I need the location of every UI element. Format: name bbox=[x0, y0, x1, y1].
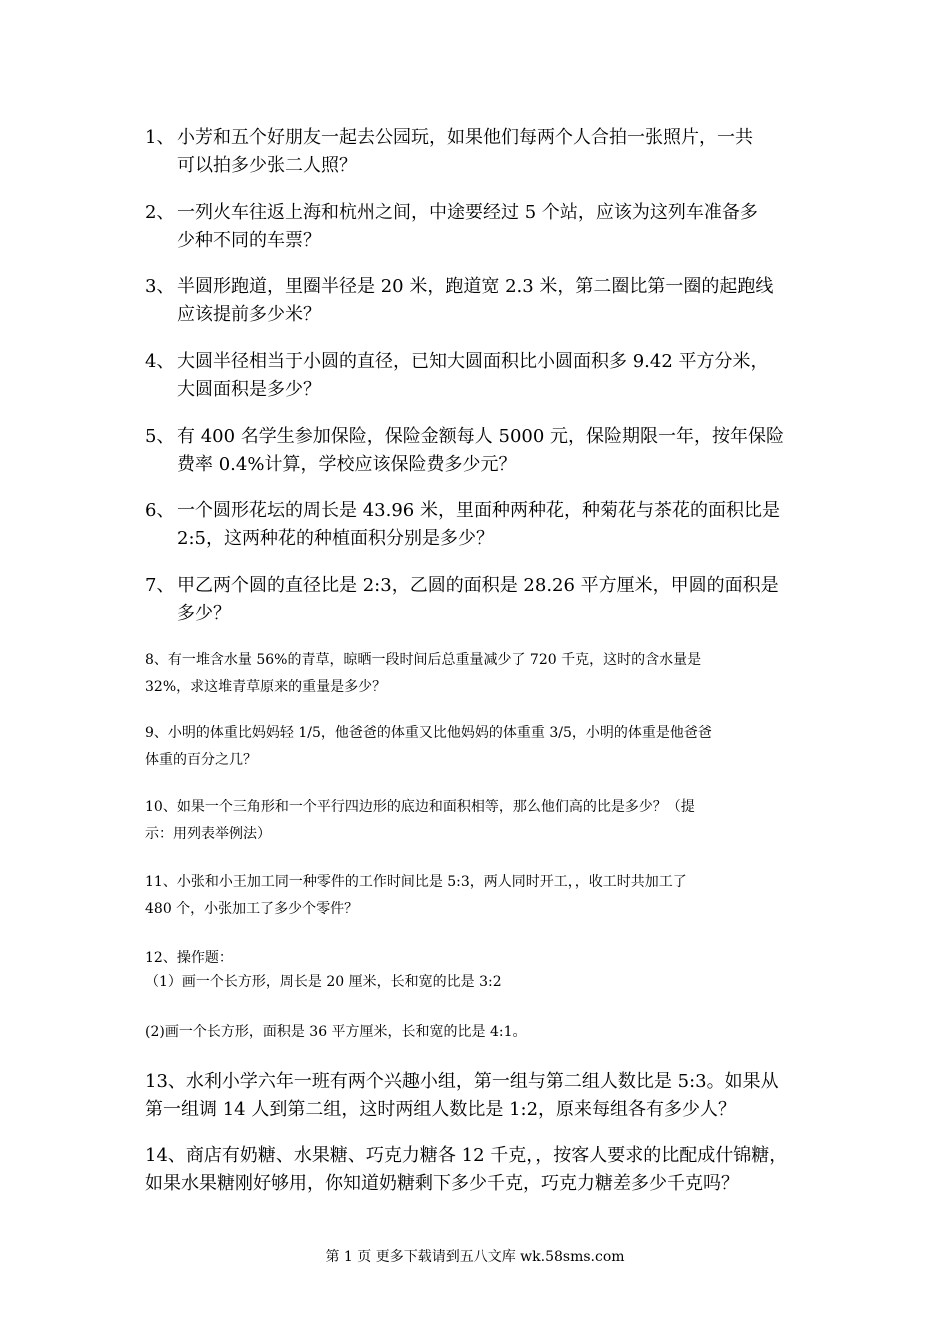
question-text-line1: 14、商店有奶糖、水果糖、巧克力糖各 12 千克，，按客人要求的比配成什锦糖， bbox=[145, 1145, 788, 1166]
question-11 bbox=[145, 869, 810, 923]
question-number: 3、 bbox=[145, 276, 175, 297]
question-6 bbox=[145, 497, 810, 553]
question-10 bbox=[145, 794, 810, 848]
question-number: 4、 bbox=[145, 351, 175, 372]
question-text-line2: 多少？ bbox=[177, 603, 231, 624]
question-text-line2: 如果水果糖刚好够用，你知道奶糖剩下多少千克，巧克力糖差多少千克吗？ bbox=[145, 1173, 739, 1194]
question-text-line1: 8、有一堆含水量 56%的青草，晾晒一段时间后总重量减少了 720 千克，这时的含水量是 bbox=[145, 652, 702, 668]
question-text-line1: 一列火车往返上海和杭州之间，中途要经过 5 个站，应该为这列车准备多 bbox=[177, 202, 758, 223]
question-8 bbox=[145, 647, 810, 701]
question-text-line1: 11、小张和小王加工同一种零件的工作时间比是 5:3，两人同时开工，，收工时共加工了 bbox=[145, 874, 687, 890]
question-3 bbox=[145, 273, 810, 329]
question-text-line2: 少种不同的车票？ bbox=[177, 230, 321, 251]
question-number: 5、 bbox=[145, 426, 175, 447]
question-text-line1: 10、如果一个三角形和一个平行四边形的底边和面积相等，那么他们高的比是多少？（提 bbox=[145, 799, 695, 815]
page-footer: 第 1 页 更多下载请到五八文库 wk.58sms.com bbox=[325, 1249, 625, 1265]
question-text-line1: 9、小明的体重比妈妈轻 1/5，他爸爸的体重又比他妈妈的体重重 3/5，小明的体重是他爸爸 bbox=[145, 725, 712, 741]
question-text-line1: 半圆形跑道，里圈半径是 20 米，跑道宽 2.3 米，第二圈比第一圈的起跑线 bbox=[177, 276, 774, 297]
question-text-line2: 480 个，小张加工了多少个零件？ bbox=[145, 901, 359, 917]
question-text-line1: 一个圆形花坛的周长是 43.96 米，里面种两种花，种菊花与茶花的面积比是 bbox=[177, 500, 780, 521]
question-14 bbox=[145, 1142, 825, 1198]
question-12-title: 12、操作题： bbox=[145, 950, 233, 966]
question-text-line1: 有 400 名学生参加保险，保险金额每人 5000 元，保险期限一年，按年保险 bbox=[177, 426, 785, 447]
question-number: 7、 bbox=[145, 575, 175, 596]
question-12-part-2: (2)画一个长方形，面积是 36 平方厘米，长和宽的比是 4:1。 bbox=[145, 1024, 527, 1040]
question-text-line2: 大圆面积是多少？ bbox=[177, 379, 321, 400]
question-text-line2: 第一组调 14 人到第二组，这时两组人数比是 1:2，原来每组各有多少人？ bbox=[145, 1099, 737, 1120]
question-number: 2、 bbox=[145, 202, 175, 223]
question-text-line1: 13、水利小学六年一班有两个兴趣小组，第一组与第二组人数比是 5:3。如果从 bbox=[145, 1071, 779, 1092]
question-number: 1、 bbox=[145, 127, 175, 148]
question-text-line1: 小芳和五个好朋友一起去公园玩，如果他们每两个人合拍一张照片，一共 bbox=[177, 127, 753, 148]
question-2 bbox=[145, 199, 810, 255]
question-text-line2: 应该提前多少米？ bbox=[177, 304, 321, 325]
question-number: 6、 bbox=[145, 500, 175, 521]
question-13 bbox=[145, 1068, 825, 1124]
question-text-line2: 可以拍多少张二人照？ bbox=[177, 155, 357, 176]
question-text-line2: 费率 0.4%计算，学校应该保险费多少元？ bbox=[177, 454, 517, 475]
question-text-line2: 32%，求这堆青草原来的重量是多少？ bbox=[145, 679, 387, 695]
question-12-part-1: （1）画一个长方形，周长是 20 厘米，长和宽的比是 3:2 bbox=[145, 974, 502, 990]
question-1 bbox=[145, 124, 810, 180]
question-text-line2: 体重的百分之几？ bbox=[145, 752, 257, 768]
question-text-line2: 2:5，这两种花的种植面积分别是多少？ bbox=[177, 528, 494, 549]
question-text-line1: 大圆半径相当于小圆的直径，已知大圆面积比小圆面积多 9.42 平方分米， bbox=[177, 351, 769, 372]
question-5 bbox=[145, 423, 810, 479]
question-text-line1: 甲乙两个圆的直径比是 2:3，乙圆的面积是 28.26 平方厘米，甲圆的面积是 bbox=[177, 575, 779, 596]
question-7 bbox=[145, 572, 810, 628]
question-4 bbox=[145, 348, 810, 404]
question-9 bbox=[145, 720, 810, 774]
question-text-line2: 示：用列表举例法） bbox=[145, 826, 271, 842]
